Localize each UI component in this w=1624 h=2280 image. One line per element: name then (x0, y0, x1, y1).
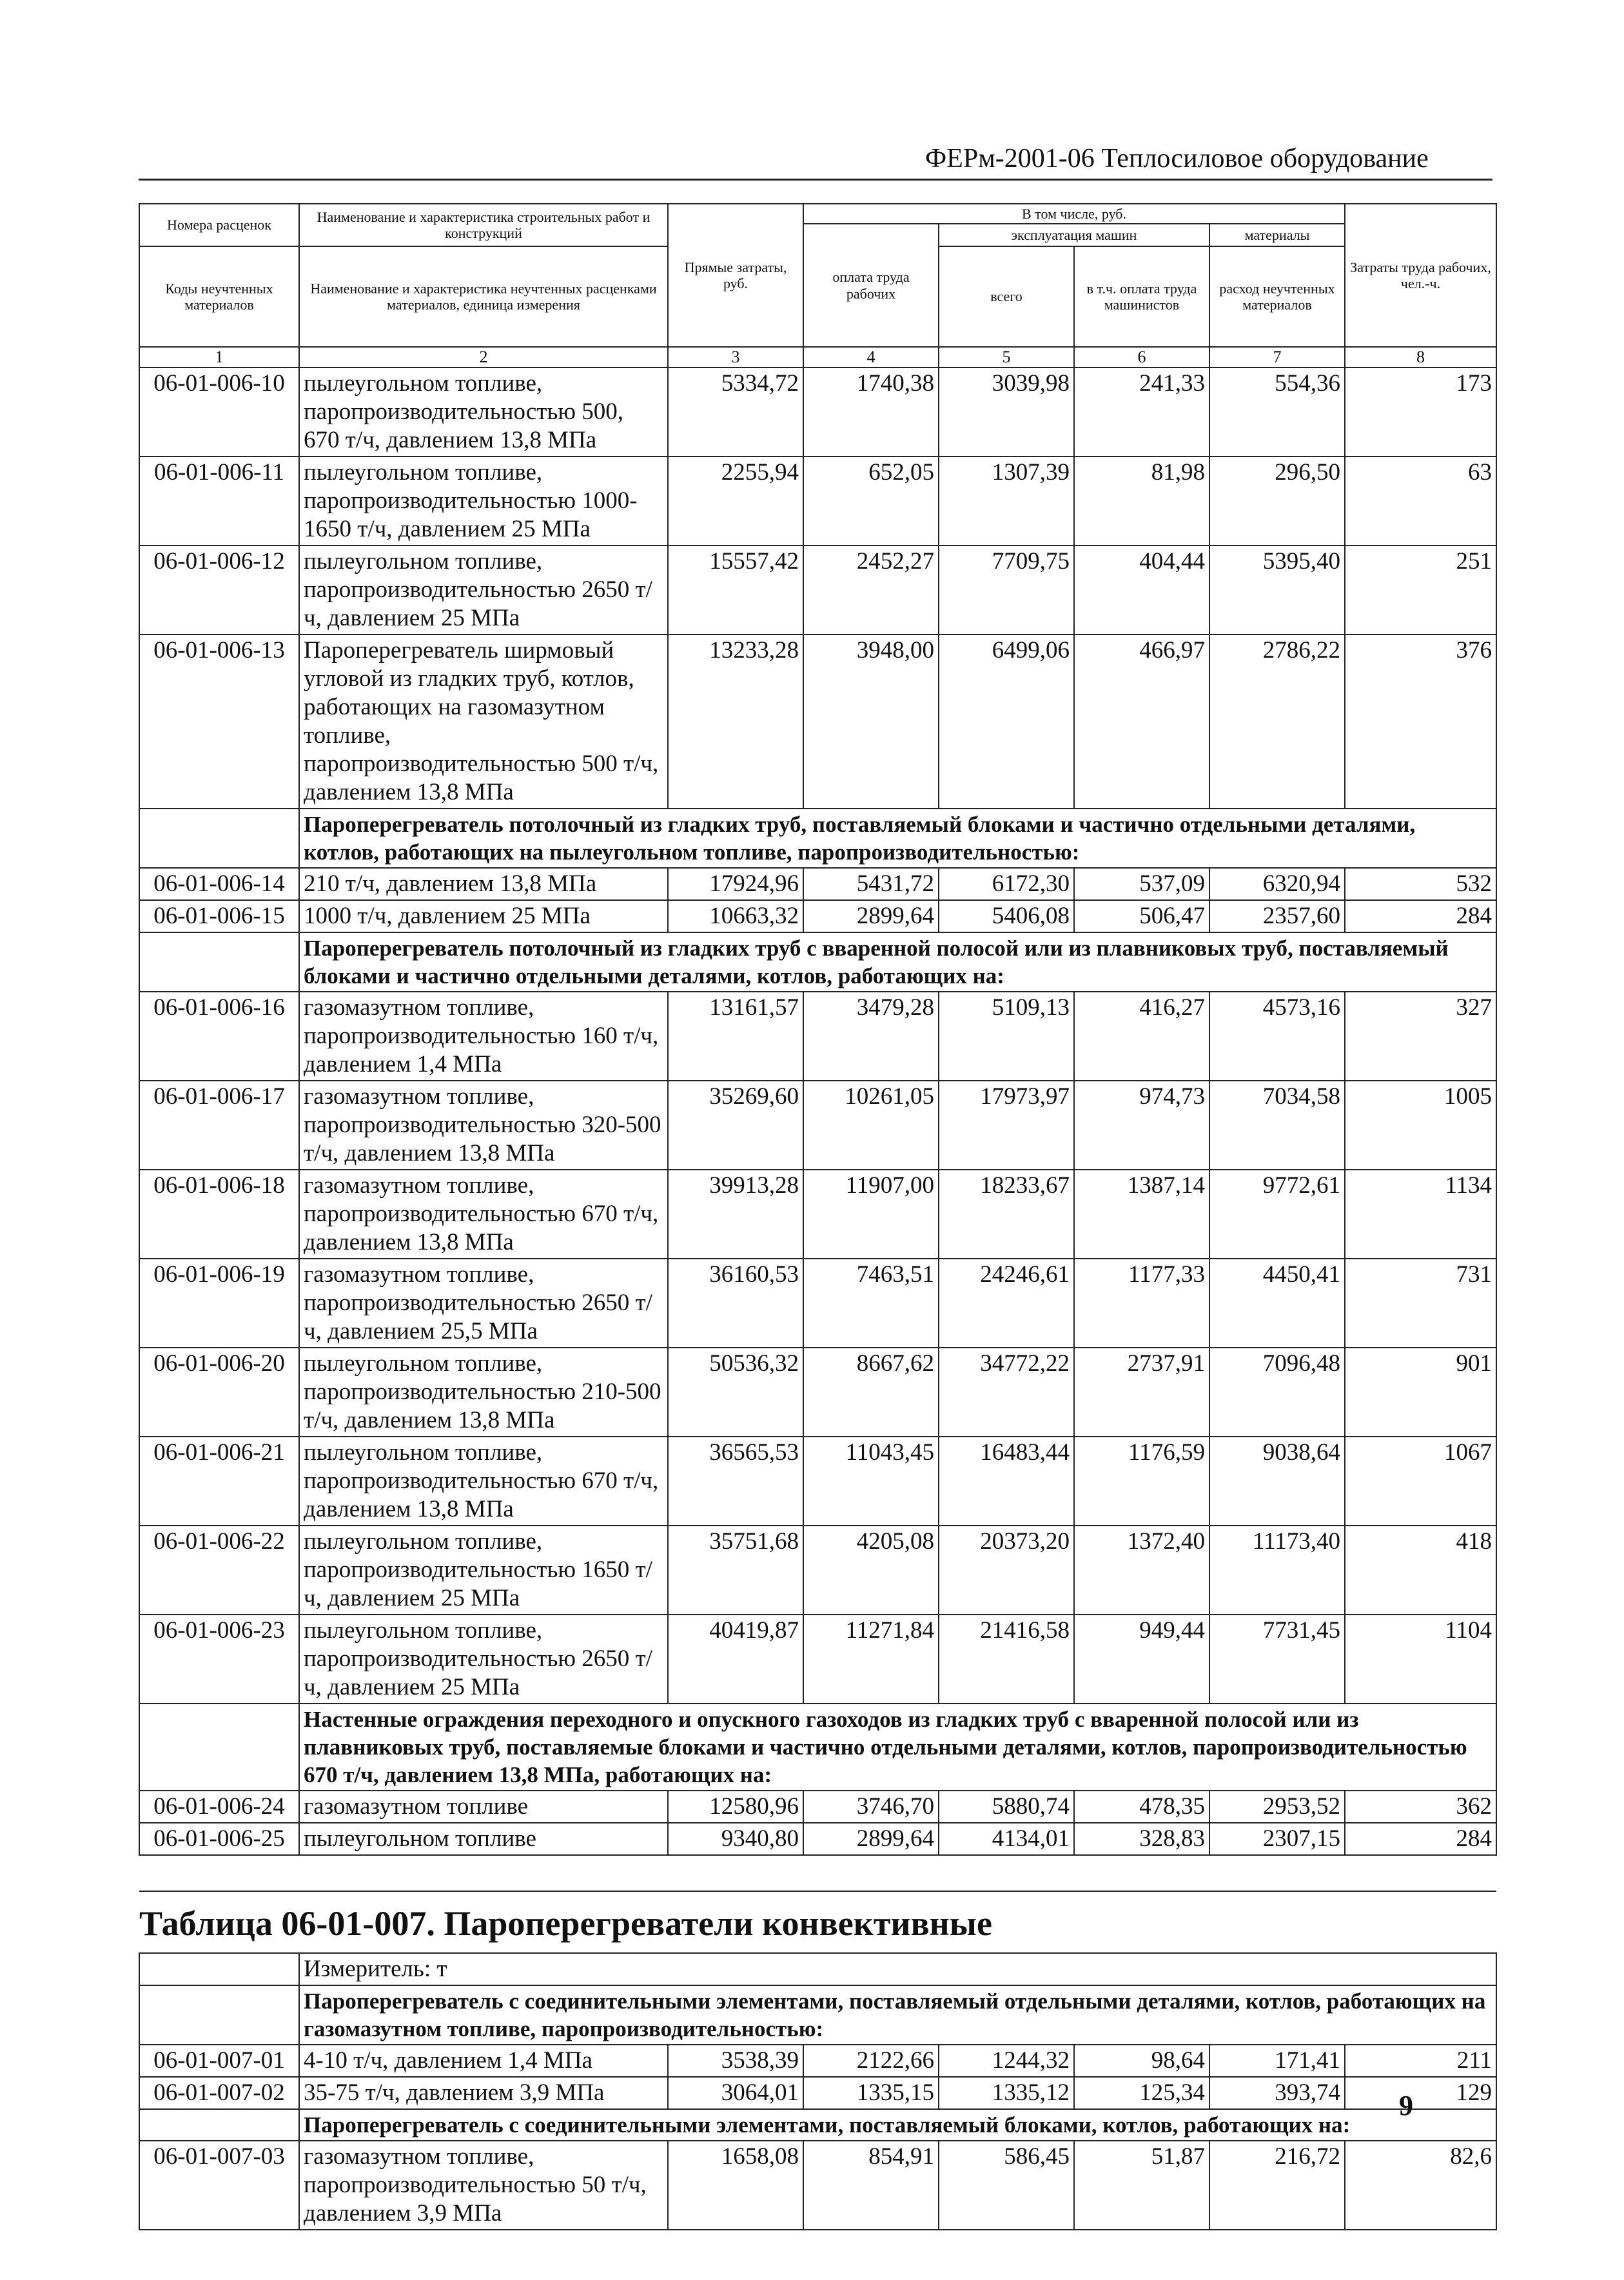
work-description: газомазутном топливе, паропроизводительностью 670 т/ч, давлением 13,8 МПа (299, 1170, 668, 1259)
section-heading-row (139, 2109, 1496, 2141)
machines-total-value: 6499,06 (939, 634, 1074, 809)
operator-wages-value: 125,34 (1074, 2077, 1209, 2109)
section-heading: Пароперегреватель потолочный из гладких труб с вваренной полосой или из плавниковых труб, поставляемый блоками и частично отдельными деталями, котлов, работающих на: (299, 932, 1496, 992)
direct-costs-value: 39913,28 (668, 1170, 803, 1259)
rate-code: 06-01-007-02 (139, 2077, 299, 2109)
rate-code: 06-01-006-17 (139, 1081, 299, 1170)
operator-wages-value: 51,87 (1074, 2141, 1209, 2230)
wages-value: 3948,00 (803, 634, 939, 809)
operator-wages-value: 328,83 (1074, 1823, 1209, 1855)
rate-code: 06-01-006-23 (139, 1615, 299, 1704)
header-rule (139, 179, 1492, 181)
column-number: 3 (668, 347, 803, 368)
work-description: 1000 т/ч, давлением 25 МПа (299, 900, 668, 932)
work-description: пылеугольном топливе, паропроизводительностью 670 т/ч, давлением 13,8 МПа (299, 1437, 668, 1526)
rate-code: 06-01-006-24 (139, 1791, 299, 1823)
table-row (139, 868, 1496, 900)
machines-total-value: 21416,58 (939, 1615, 1074, 1704)
table-row (139, 900, 1496, 932)
work-description: пылеугольном топливе (299, 1823, 668, 1855)
table-row (139, 1348, 1496, 1437)
table-row (139, 368, 1496, 457)
table-row (139, 2077, 1496, 2109)
labor-value: 418 (1345, 1526, 1496, 1615)
direct-costs-value: 13233,28 (668, 634, 803, 809)
wages-value: 1740,38 (803, 368, 939, 457)
section-heading: Пароперегреватель с соединительными элементами, поставляемый блоками, котлов, работающих на: (299, 2109, 1496, 2141)
materials-value: 554,36 (1209, 368, 1345, 457)
section-heading: Настенные ограждения переходного и опускного газоходов из гладких труб с вваренной полосой или из плавниковых труб, поставляемые блоками и частично отдельными деталями, котлов, паропроизводительностью 670 т/ч, давлением 13,8 МПа, работающих на: (299, 1704, 1496, 1791)
table-row (139, 634, 1496, 809)
table-row (139, 1615, 1496, 1704)
operator-wages-value: 98,64 (1074, 2045, 1209, 2077)
col-header-material-use: расход неучтенных материалов (1209, 246, 1345, 347)
col-header-machines-total: всего (939, 246, 1074, 347)
direct-costs-value: 40419,87 (668, 1615, 803, 1704)
col-header-material-codes: Коды неучтенных материалов (139, 246, 299, 347)
section-heading: Пароперегреватель потолочный из гладких труб, поставляемый блоками и частично отдельными деталями, котлов, работающих на пылеугольном топливе, паропроизводительностью: (299, 809, 1496, 868)
work-description: газомазутном топливе, паропроизводительностью 50 т/ч, давлением 3,9 МПа (299, 2141, 668, 2230)
rate-code: 06-01-006-19 (139, 1259, 299, 1348)
table-row (139, 2141, 1496, 2230)
col-header-including: В том числе, руб. (803, 204, 1345, 224)
materials-value: 7096,48 (1209, 1348, 1345, 1437)
materials-value: 393,74 (1209, 2077, 1345, 2109)
col-header-materials: материалы (1209, 224, 1345, 246)
materials-value: 216,72 (1209, 2141, 1345, 2230)
labor-value: 129 (1345, 2077, 1496, 2109)
table-row (139, 1170, 1496, 1259)
operator-wages-value: 1176,59 (1074, 1437, 1209, 1526)
rates-table-body (139, 204, 1496, 2230)
labor-value: 284 (1345, 1823, 1496, 1855)
col-header-labor: Затраты труда рабочих, чел.-ч. (1345, 204, 1496, 347)
labor-value: 376 (1345, 634, 1496, 809)
table-title-row (139, 1891, 1496, 1953)
materials-value: 4450,41 (1209, 1259, 1345, 1348)
labor-value: 211 (1345, 2045, 1496, 2077)
labor-value: 63 (1345, 457, 1496, 545)
machines-total-value: 3039,98 (939, 368, 1074, 457)
rate-code: 06-01-006-12 (139, 545, 299, 634)
materials-value: 7034,58 (1209, 1081, 1345, 1170)
wages-value: 1335,15 (803, 2077, 939, 2109)
work-description: пылеугольном топливе, паропроизводительностью 2650 т/ч, давлением 25 МПа (299, 545, 668, 634)
direct-costs-value: 3538,39 (668, 2045, 803, 2077)
direct-costs-value: 12580,96 (668, 1791, 803, 1823)
rate-code: 06-01-006-25 (139, 1823, 299, 1855)
operator-wages-value: 949,44 (1074, 1615, 1209, 1704)
materials-value: 296,50 (1209, 457, 1345, 545)
machines-total-value: 16483,44 (939, 1437, 1074, 1526)
wages-value: 11043,45 (803, 1437, 939, 1526)
column-number-row (139, 347, 1496, 368)
materials-value: 7731,45 (1209, 1615, 1345, 1704)
rate-code: 06-01-006-14 (139, 868, 299, 900)
machines-total-value: 4134,01 (939, 1823, 1074, 1855)
labor-value: 362 (1345, 1791, 1496, 1823)
labor-value: 1005 (1345, 1081, 1496, 1170)
column-number: 4 (803, 347, 939, 368)
column-number: 2 (299, 347, 668, 368)
work-description: пылеугольном топливе, паропроизводительностью 2650 т/ч, давлением 25 МПа (299, 1615, 668, 1704)
machines-total-value: 34772,22 (939, 1348, 1074, 1437)
operator-wages-value: 2737,91 (1074, 1348, 1209, 1437)
materials-value: 4573,16 (1209, 992, 1345, 1081)
machines-total-value: 6172,30 (939, 868, 1074, 900)
direct-costs-value: 50536,32 (668, 1348, 803, 1437)
labor-value: 1134 (1345, 1170, 1496, 1259)
operator-wages-value: 416,27 (1074, 992, 1209, 1081)
wages-value: 3746,70 (803, 1791, 939, 1823)
wages-value: 2899,64 (803, 1823, 939, 1855)
wages-value: 2122,66 (803, 2045, 939, 2077)
labor-value: 82,6 (1345, 2141, 1496, 2230)
operator-wages-value: 1177,33 (1074, 1259, 1209, 1348)
wages-value: 2899,64 (803, 900, 939, 932)
materials-value: 9038,64 (1209, 1437, 1345, 1526)
machines-total-value: 18233,67 (939, 1170, 1074, 1259)
wages-value: 11271,84 (803, 1615, 939, 1704)
materials-value: 11173,40 (1209, 1526, 1345, 1615)
operator-wages-value: 466,97 (1074, 634, 1209, 809)
machines-total-value: 24246,61 (939, 1259, 1074, 1348)
machines-total-value: 17973,97 (939, 1081, 1074, 1170)
wages-value: 8667,62 (803, 1348, 939, 1437)
machines-total-value: 5880,74 (939, 1791, 1074, 1823)
col-header-rate-numbers: Номера расценок (139, 204, 299, 246)
table-row (139, 1437, 1496, 1526)
materials-value: 5395,40 (1209, 545, 1345, 634)
table-row (139, 2045, 1496, 2077)
machines-total-value: 1307,39 (939, 457, 1074, 545)
rate-code: 06-01-006-15 (139, 900, 299, 932)
table-title: Таблица 06-01-007. Пароперегреватели конвективные (139, 1891, 1496, 1953)
direct-costs-value: 36160,53 (668, 1259, 803, 1348)
column-number: 7 (1209, 347, 1345, 368)
col-header-direct-costs: Прямые затраты, руб. (668, 204, 803, 347)
work-description: пылеугольном топливе, паропроизводительностью 210-500 т/ч, давлением 13,8 МПа (299, 1348, 668, 1437)
wages-value: 3479,28 (803, 992, 939, 1081)
wages-value: 5431,72 (803, 868, 939, 900)
spacer-row (139, 1855, 1496, 1891)
table-row (139, 1526, 1496, 1615)
direct-costs-value: 1658,08 (668, 2141, 803, 2230)
operator-wages-value: 404,44 (1074, 545, 1209, 634)
operator-wages-value: 478,35 (1074, 1791, 1209, 1823)
work-description: газомазутном топливе, паропроизводительностью 160 т/ч, давлением 1,4 МПа (299, 992, 668, 1081)
labor-value: 1067 (1345, 1437, 1496, 1526)
labor-value: 327 (1345, 992, 1496, 1081)
wages-value: 7463,51 (803, 1259, 939, 1348)
direct-costs-value: 35269,60 (668, 1081, 803, 1170)
table-row (139, 457, 1496, 545)
operator-wages-value: 81,98 (1074, 457, 1209, 545)
rate-code: 06-01-006-20 (139, 1348, 299, 1437)
operator-wages-value: 974,73 (1074, 1081, 1209, 1170)
direct-costs-value: 9340,80 (668, 1823, 803, 1855)
labor-value: 532 (1345, 868, 1496, 900)
wages-value: 10261,05 (803, 1081, 939, 1170)
machines-total-value: 20373,20 (939, 1526, 1074, 1615)
table-row (139, 1259, 1496, 1348)
col-header-machines: эксплуатация машин (939, 224, 1209, 246)
work-description: пылеугольном топливе, паропроизводительностью 1000-1650 т/ч, давлением 25 МПа (299, 457, 668, 545)
page-number: 9 (1399, 2090, 1413, 2121)
section-heading-row (139, 1985, 1496, 2045)
table-row (139, 992, 1496, 1081)
direct-costs-value: 5334,72 (668, 368, 803, 457)
operator-wages-value: 241,33 (1074, 368, 1209, 457)
direct-costs-value: 13161,57 (668, 992, 803, 1081)
materials-value: 2953,52 (1209, 1791, 1345, 1823)
measurement-unit: Измеритель: т (299, 1953, 1496, 1985)
rate-code: 06-01-006-21 (139, 1437, 299, 1526)
work-description: газомазутном топливе (299, 1791, 668, 1823)
table-row (139, 1081, 1496, 1170)
section-heading-row (139, 1704, 1496, 1791)
rate-code: 06-01-007-03 (139, 2141, 299, 2230)
wages-value: 652,05 (803, 457, 939, 545)
rate-code: 06-01-006-13 (139, 634, 299, 809)
materials-value: 2307,15 (1209, 1823, 1345, 1855)
column-number: 8 (1345, 347, 1496, 368)
table-row (139, 1791, 1496, 1823)
work-description: пылеугольном топливе, паропроизводительностью 1650 т/ч, давлением 25 МПа (299, 1526, 668, 1615)
work-description: 4-10 т/ч, давлением 1,4 МПа (299, 2045, 668, 2077)
labor-value: 901 (1345, 1348, 1496, 1437)
wages-value: 4205,08 (803, 1526, 939, 1615)
direct-costs-value: 10663,32 (668, 900, 803, 932)
unit-row (139, 1953, 1496, 1985)
direct-costs-value: 15557,42 (668, 545, 803, 634)
operator-wages-value: 1387,14 (1074, 1170, 1209, 1259)
operator-wages-value: 537,09 (1074, 868, 1209, 900)
materials-value: 9772,61 (1209, 1170, 1345, 1259)
machines-total-value: 5109,13 (939, 992, 1074, 1081)
rate-code: 06-01-007-01 (139, 2045, 299, 2077)
section-heading-row (139, 932, 1496, 992)
direct-costs-value: 2255,94 (668, 457, 803, 545)
direct-costs-value: 3064,01 (668, 2077, 803, 2109)
wages-value: 2452,27 (803, 545, 939, 634)
rate-code: 06-01-006-16 (139, 992, 299, 1081)
labor-value: 284 (1345, 900, 1496, 932)
machines-total-value: 586,45 (939, 2141, 1074, 2230)
direct-costs-value: 17924,96 (668, 868, 803, 900)
materials-value: 2357,60 (1209, 900, 1345, 932)
work-description: 210 т/ч, давлением 13,8 МПа (299, 868, 668, 900)
wages-value: 854,91 (803, 2141, 939, 2230)
machines-total-value: 7709,75 (939, 545, 1074, 634)
rate-code: 06-01-006-11 (139, 457, 299, 545)
labor-value: 731 (1345, 1259, 1496, 1348)
materials-value: 6320,94 (1209, 868, 1345, 900)
table-row (139, 1823, 1496, 1855)
col-header-wages: оплата труда рабочих (803, 224, 939, 347)
labor-value: 1104 (1345, 1615, 1496, 1704)
column-number: 1 (139, 347, 299, 368)
rates-table (139, 203, 1497, 2230)
materials-value: 171,41 (1209, 2045, 1345, 2077)
direct-costs-value: 35751,68 (668, 1526, 803, 1615)
rates-table-wrapper (139, 203, 1496, 2230)
column-number: 6 (1074, 347, 1209, 368)
work-description: пылеугольном топливе, паропроизводительностью 500, 670 т/ч, давлением 13,8 МПа (299, 368, 668, 457)
work-description: 35-75 т/ч, давлением 3,9 МПа (299, 2077, 668, 2109)
operator-wages-value: 1372,40 (1074, 1526, 1209, 1615)
work-description: Пароперегреватель ширмовый угловой из гладких труб, котлов, работающих на газомазутном топливе, паропроизводительностью 500 т/ч, давлением 13,8 МПа (299, 634, 668, 809)
machines-total-value: 5406,08 (939, 900, 1074, 932)
table-row (139, 545, 1496, 634)
labor-value: 251 (1345, 545, 1496, 634)
column-number: 5 (939, 347, 1074, 368)
rate-code: 06-01-006-10 (139, 368, 299, 457)
section-heading: Пароперегреватель с соединительными элементами, поставляемый отдельными деталями, котлов, работающих на газомазутном топливе, паропроизводительностью: (299, 1985, 1496, 2045)
materials-value: 2786,22 (1209, 634, 1345, 809)
header-row-top (139, 204, 1496, 224)
labor-value: 173 (1345, 368, 1496, 457)
work-description: газомазутном топливе, паропроизводительностью 320-500 т/ч, давлением 13,8 МПа (299, 1081, 668, 1170)
direct-costs-value: 36565,53 (668, 1437, 803, 1526)
rate-code: 06-01-006-22 (139, 1526, 299, 1615)
wages-value: 11907,00 (803, 1170, 939, 1259)
machines-total-value: 1335,12 (939, 2077, 1074, 2109)
machines-total-value: 1244,32 (939, 2045, 1074, 2077)
col-header-operator-wages: в т.ч. оплата труда машинистов (1074, 246, 1209, 347)
work-description: газомазутном топливе, паропроизводительностью 2650 т/ч, давлением 25,5 МПа (299, 1259, 668, 1348)
section-heading-row (139, 809, 1496, 868)
col-header-material-name: Наименование и характеристика неучтенных расценками материалов, единица измерения (299, 246, 668, 347)
running-header: ФЕРм-2001-06 Теплосиловое оборудование (925, 144, 1429, 173)
rate-code: 06-01-006-18 (139, 1170, 299, 1259)
col-header-work-name: Наименование и характеристика строительных работ и конструкций (299, 204, 668, 246)
operator-wages-value: 506,47 (1074, 900, 1209, 932)
